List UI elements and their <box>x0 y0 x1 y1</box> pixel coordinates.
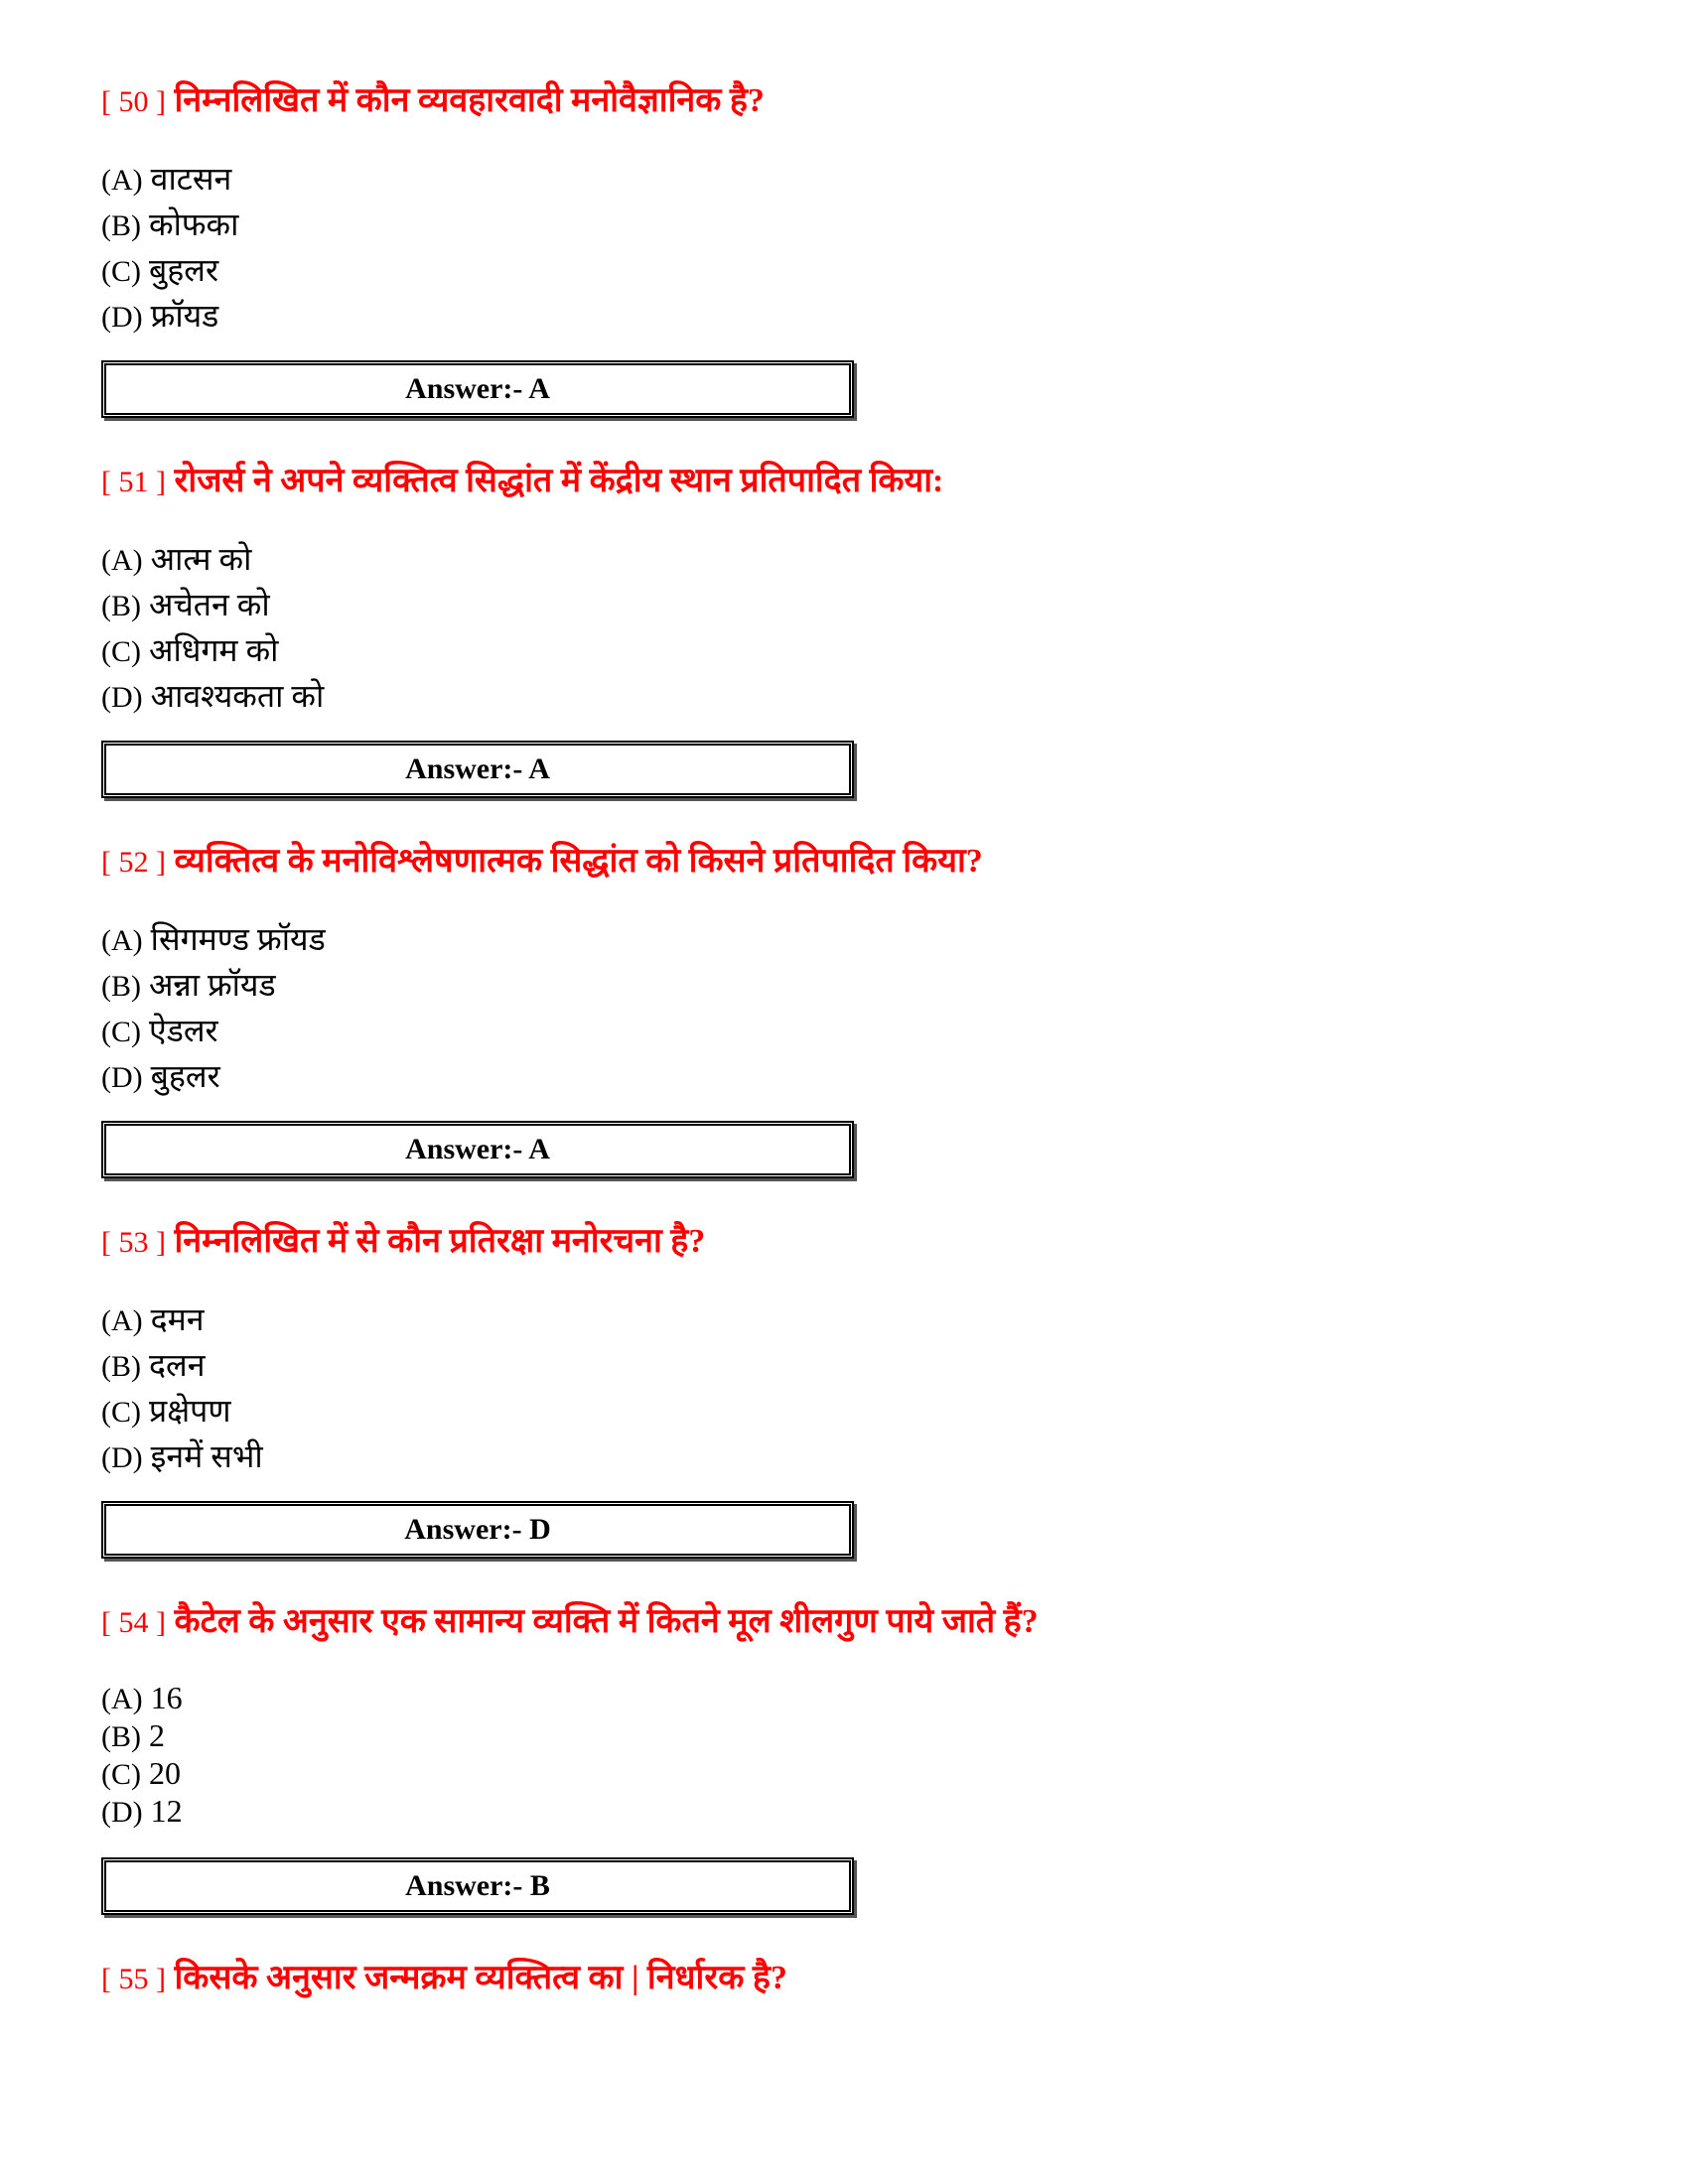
option-item <box>101 1054 326 1100</box>
option-text: अन्ना फ्रॉयड <box>149 967 276 1003</box>
question-number: [ 52 ] <box>101 846 166 879</box>
option-text: आवश्यकता को <box>150 678 325 714</box>
answer-box: Answer:- A <box>101 741 854 798</box>
option-item <box>101 1755 183 1793</box>
question-text: व्यक्तित्व के मनोविश्लेषणात्मक सिद्धांत को किसने प्रतिपादित किया? <box>174 843 983 880</box>
option-item <box>101 1009 326 1054</box>
options-list <box>101 1680 183 1831</box>
options-list <box>101 537 324 720</box>
question-heading <box>101 840 983 885</box>
option-label: (A) <box>101 1304 143 1337</box>
answer-box: Answer:- A <box>101 360 854 418</box>
option-text: सिगमण्ड फ्रॉयड <box>150 921 326 957</box>
option-text: ऐडलर <box>149 1013 218 1048</box>
option-label: (C) <box>101 1396 141 1429</box>
answer-box: Answer:- B <box>101 1857 854 1915</box>
option-text: दमन <box>150 1301 205 1337</box>
option-item <box>101 674 324 720</box>
question-heading <box>101 1220 705 1265</box>
option-text: 20 <box>149 1755 181 1791</box>
option-label: (D) <box>101 1061 143 1094</box>
question-text: कैटेल के अनुसार एक सामान्य व्यक्ति में कितने मूल शीलगुण पाये जाते हैं? <box>174 1603 1039 1640</box>
option-label: (B) <box>101 209 141 242</box>
question-number: [ 54 ] <box>101 1606 166 1639</box>
option-text: वाटसन <box>150 161 232 197</box>
option-label: (C) <box>101 1758 141 1791</box>
option-item <box>101 1680 183 1717</box>
question-text: रोजर्स ने अपने व्यक्तित्व सिद्धांत में केंद्रीय स्थान प्रतिपादित किया: <box>174 463 944 499</box>
option-label: (D) <box>101 1441 143 1474</box>
option-item <box>101 1297 263 1343</box>
option-text: इनमें सभी <box>150 1438 263 1474</box>
option-label: (B) <box>101 1720 141 1753</box>
option-label: (B) <box>101 1350 141 1383</box>
question-text: किसके अनुसार जन्मक्रम व्यक्तित्व का | निर्धारक है? <box>174 1960 787 1996</box>
option-text: 2 <box>149 1717 165 1753</box>
option-item <box>101 628 324 674</box>
option-label: (A) <box>101 1683 143 1715</box>
option-text: 16 <box>150 1680 183 1715</box>
option-label: (D) <box>101 681 143 714</box>
question-heading <box>101 1957 787 2001</box>
option-text: बुहलर <box>149 252 219 288</box>
option-item <box>101 203 238 248</box>
question-number: [ 51 ] <box>101 466 166 498</box>
question-number: [ 55 ] <box>101 1963 166 1995</box>
answer-box: Answer:- D <box>101 1501 854 1559</box>
option-item <box>101 917 326 963</box>
question-number: [ 53 ] <box>101 1226 166 1259</box>
option-label: (A) <box>101 164 143 197</box>
option-item <box>101 1343 263 1389</box>
option-item <box>101 1717 183 1755</box>
option-item <box>101 248 238 294</box>
question-text: निम्नलिखित में कौन व्यवहारवादी मनोवैज्ञानिक है? <box>174 82 765 119</box>
option-text: 12 <box>150 1793 183 1829</box>
option-text: अधिगम को <box>149 632 279 668</box>
options-list <box>101 1297 263 1480</box>
option-text: कोफका <box>149 206 239 242</box>
option-label: (B) <box>101 970 141 1003</box>
answer-box: Answer:- A <box>101 1121 854 1178</box>
option-item <box>101 963 326 1009</box>
option-label: (C) <box>101 635 141 668</box>
option-text: अचेतन को <box>149 587 270 622</box>
option-text: प्रक्षेपण <box>149 1393 231 1429</box>
question-number: [ 50 ] <box>101 85 166 118</box>
option-item <box>101 1389 263 1434</box>
option-label: (D) <box>101 301 143 334</box>
option-item <box>101 157 238 203</box>
option-text: बुहलर <box>150 1058 220 1094</box>
option-item <box>101 1793 183 1831</box>
options-list <box>101 917 326 1100</box>
option-label: (B) <box>101 590 141 622</box>
option-item <box>101 583 324 628</box>
option-label: (C) <box>101 255 141 288</box>
option-text: आत्म को <box>150 541 252 577</box>
option-item <box>101 1434 263 1480</box>
options-list <box>101 157 238 340</box>
option-label: (A) <box>101 544 143 577</box>
option-label: (A) <box>101 924 143 957</box>
question-heading <box>101 79 765 124</box>
question-heading <box>101 460 943 504</box>
question-text: निम्नलिखित में से कौन प्रतिरक्षा मनोरचना है? <box>174 1223 706 1260</box>
option-label: (D) <box>101 1796 143 1829</box>
question-heading <box>101 1600 1039 1645</box>
option-item <box>101 294 238 340</box>
option-label: (C) <box>101 1016 141 1048</box>
option-item <box>101 537 324 583</box>
option-text: फ्रॉयड <box>150 298 219 334</box>
option-text: दलन <box>149 1347 206 1383</box>
